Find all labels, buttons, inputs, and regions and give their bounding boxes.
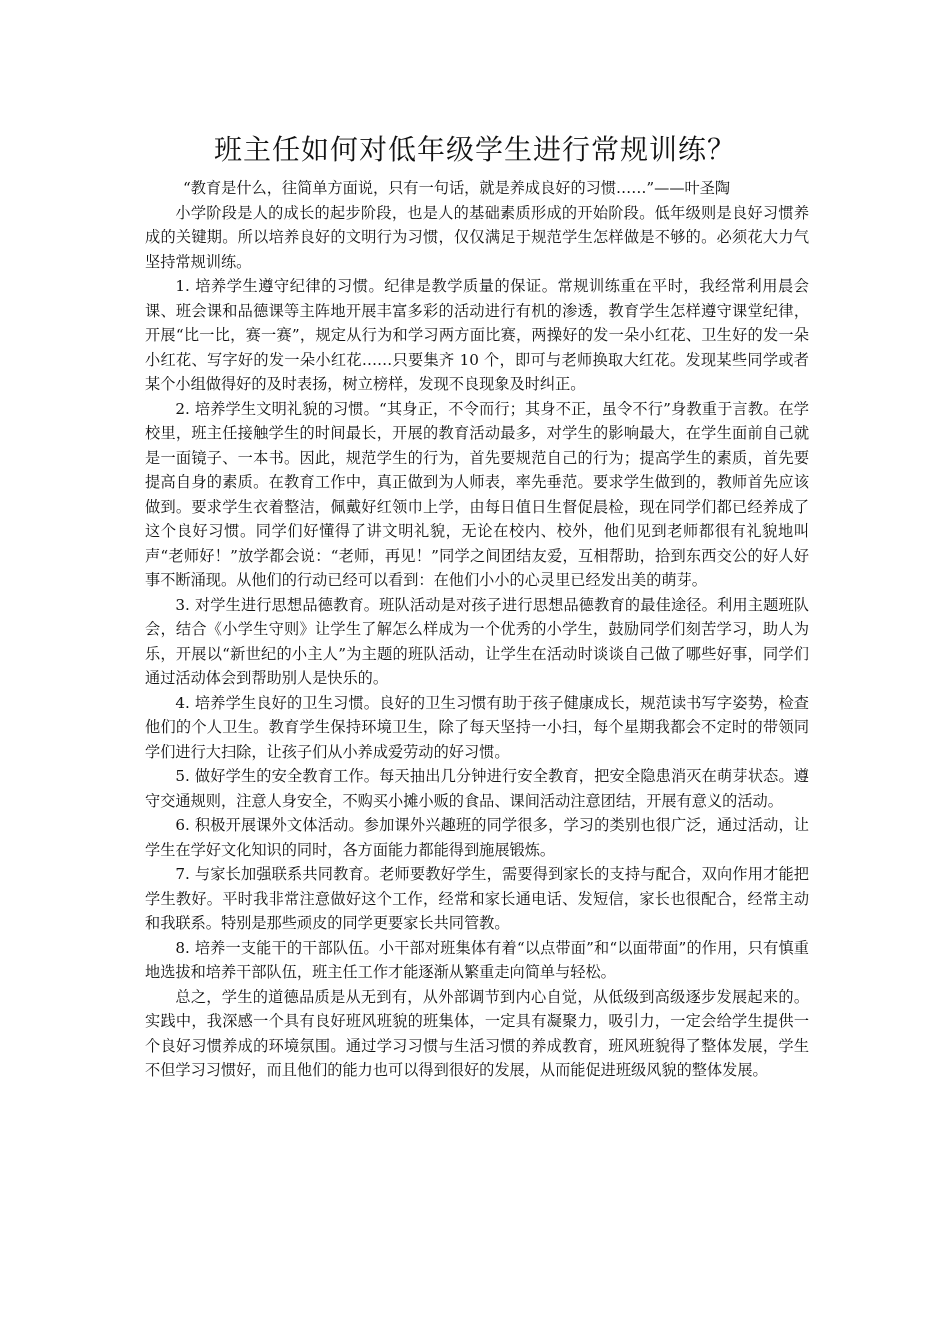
conclusion-paragraph: 总之，学生的道德品质是从无到有，从外部调节到内心自觉，从低级到高级逐步发展起来的。实践中，我深感一个具有良好班风班貌的班集体，一定具有凝聚力，吸引力，一定会给学生提供一个良好习惯养成的环境氛围。通过学习习惯与生活习惯的养成教育，班风班貌得了整体发展，学生不但学习习惯好，而且他们的能力也可以得到很好的发展，从而能促进班级风貌的整体发展。 bbox=[145, 987, 809, 1079]
paragraph-hygiene: 4. 培养学生良好的卫生习惯。良好的卫生习惯有助于孩子健康成长，规范读书写字姿势，检查他们的个人卫生。教育学生保持环境卫生，除了每天坚持一小扫，每个星期我都会不定时的带领同学们进行大扫除，让孩子们从小养成爱劳动的好习惯。 bbox=[145, 693, 809, 761]
paragraph-class-cadres: 8. 培养一支能干的干部队伍。小干部对班集体有着“以点带面”和“以面带面”的作用，只有慎重地选拔和培养干部队伍，班主任工作才能逐渐从繁重走向简单与轻松。 bbox=[145, 938, 809, 981]
paragraph-discipline: 1. 培养学生遵守纪律的习惯。纪律是教学质量的保证。常规训练重在平时，我经常利用晨会课、班会课和品德课等主阵地开展丰富多彩的活动进行有机的渗透，教育学生怎样遵守课堂纪律，开展“比一比，赛一赛”，规定从行为和学习两方面比赛，两操好的发一朵小红花、卫生好的发一朵小红花、写字好的发一朵小红花……只要集齐 10 个，即可与老师换取大红花。发现某些同学或者某个小组做得好的及时表扬，树立榜样，发现不良现象及时纠正。 bbox=[145, 277, 809, 393]
paragraph-courtesy: 2. 培养学生文明礼貌的习惯。“其身正，不令而行；其身不正，虽令不行”身教重于言教。在学校里，班主任接触学生的时间最长，开展的教育活动最多，对学生的影响最大，在学生面前自己就是一面镜子、一本书。因此，规范学生的行为，首先要规范自己的行为；提高学生的素质，首先要提高自身的素质。在教育工作中，真正做到为人师表，率先垂范。要求学生做到的，教师首先应该做到。要求学生衣着整洁，佩戴好红领巾上学，由每日值日生督促晨检，现在同学们都已经养成了这个良好习惯。同学们好懂得了讲文明礼貌，无论在校内、校外，他们见到老师都很有礼貌地叫声“老师好！”放学都会说：“老师，再见！”同学之间团结友爱，互相帮助，拾到东西交公的好人好事不断涌现。从他们的行动已经可以看到：在他们小小的心灵里已经发出美的萌芽。 bbox=[145, 399, 809, 589]
epigraph-quote: “教育是什么，往简单方面说，只有一句话，就是养成良好的习惯……”——叶圣陶 bbox=[183, 179, 731, 197]
paragraph-moral-education: 3. 对学生进行思想品德教育。班队活动是对孩子进行思想品德教育的最佳途径。利用主题班队会，结合《小学生守则》让学生了解怎么样成为一个优秀的小学生，鼓励同学们刻苦学习，助人为乐，开展以“新世纪的小主人”为主题的班队活动，让学生在活动时谈谈自己做了哪些好事，同学们通过活动体会到帮助别人是快乐的。 bbox=[145, 595, 809, 687]
paragraph-extracurricular: 6. 积极开展课外文体活动。参加课外兴趣班的同学很多，学习的类别也很广泛，通过活动，让学生在学好文化知识的同时，各方面能力都能得到施展锻炼。 bbox=[145, 816, 809, 859]
page-title: 班主任如何对低年级学生进行常规训练？ bbox=[213, 133, 736, 166]
intro-paragraph: 小学阶段是人的成长的起步阶段，也是人的基础素质形成的开始阶段。低年级则是良好习惯养成的关键期。所以培养良好的文明行为习惯，仅仅满足于规范学生怎样做是不够的。必须花大力气坚持常规训练。 bbox=[145, 203, 809, 271]
paragraph-parents: 7. 与家长加强联系共同教育。老师要教好学生，需要得到家长的支持与配合，双向作用才能把学生教好。平时我非常注意做好这个工作，经常和家长通电话、发短信，家长也很配合，经常主动和我联系。特别是那些顽皮的同学更要家长共同管教。 bbox=[145, 865, 809, 932]
paragraph-safety: 5. 做好学生的安全教育工作。每天抽出几分钟进行安全教育，把安全隐患消灭在萌芽状态。遵守交通规则，注意人身安全，不购买小摊小贩的食品、课间活动注意团结，开展有意义的活动。 bbox=[145, 767, 809, 810]
document-body bbox=[145, 176, 809, 1083]
